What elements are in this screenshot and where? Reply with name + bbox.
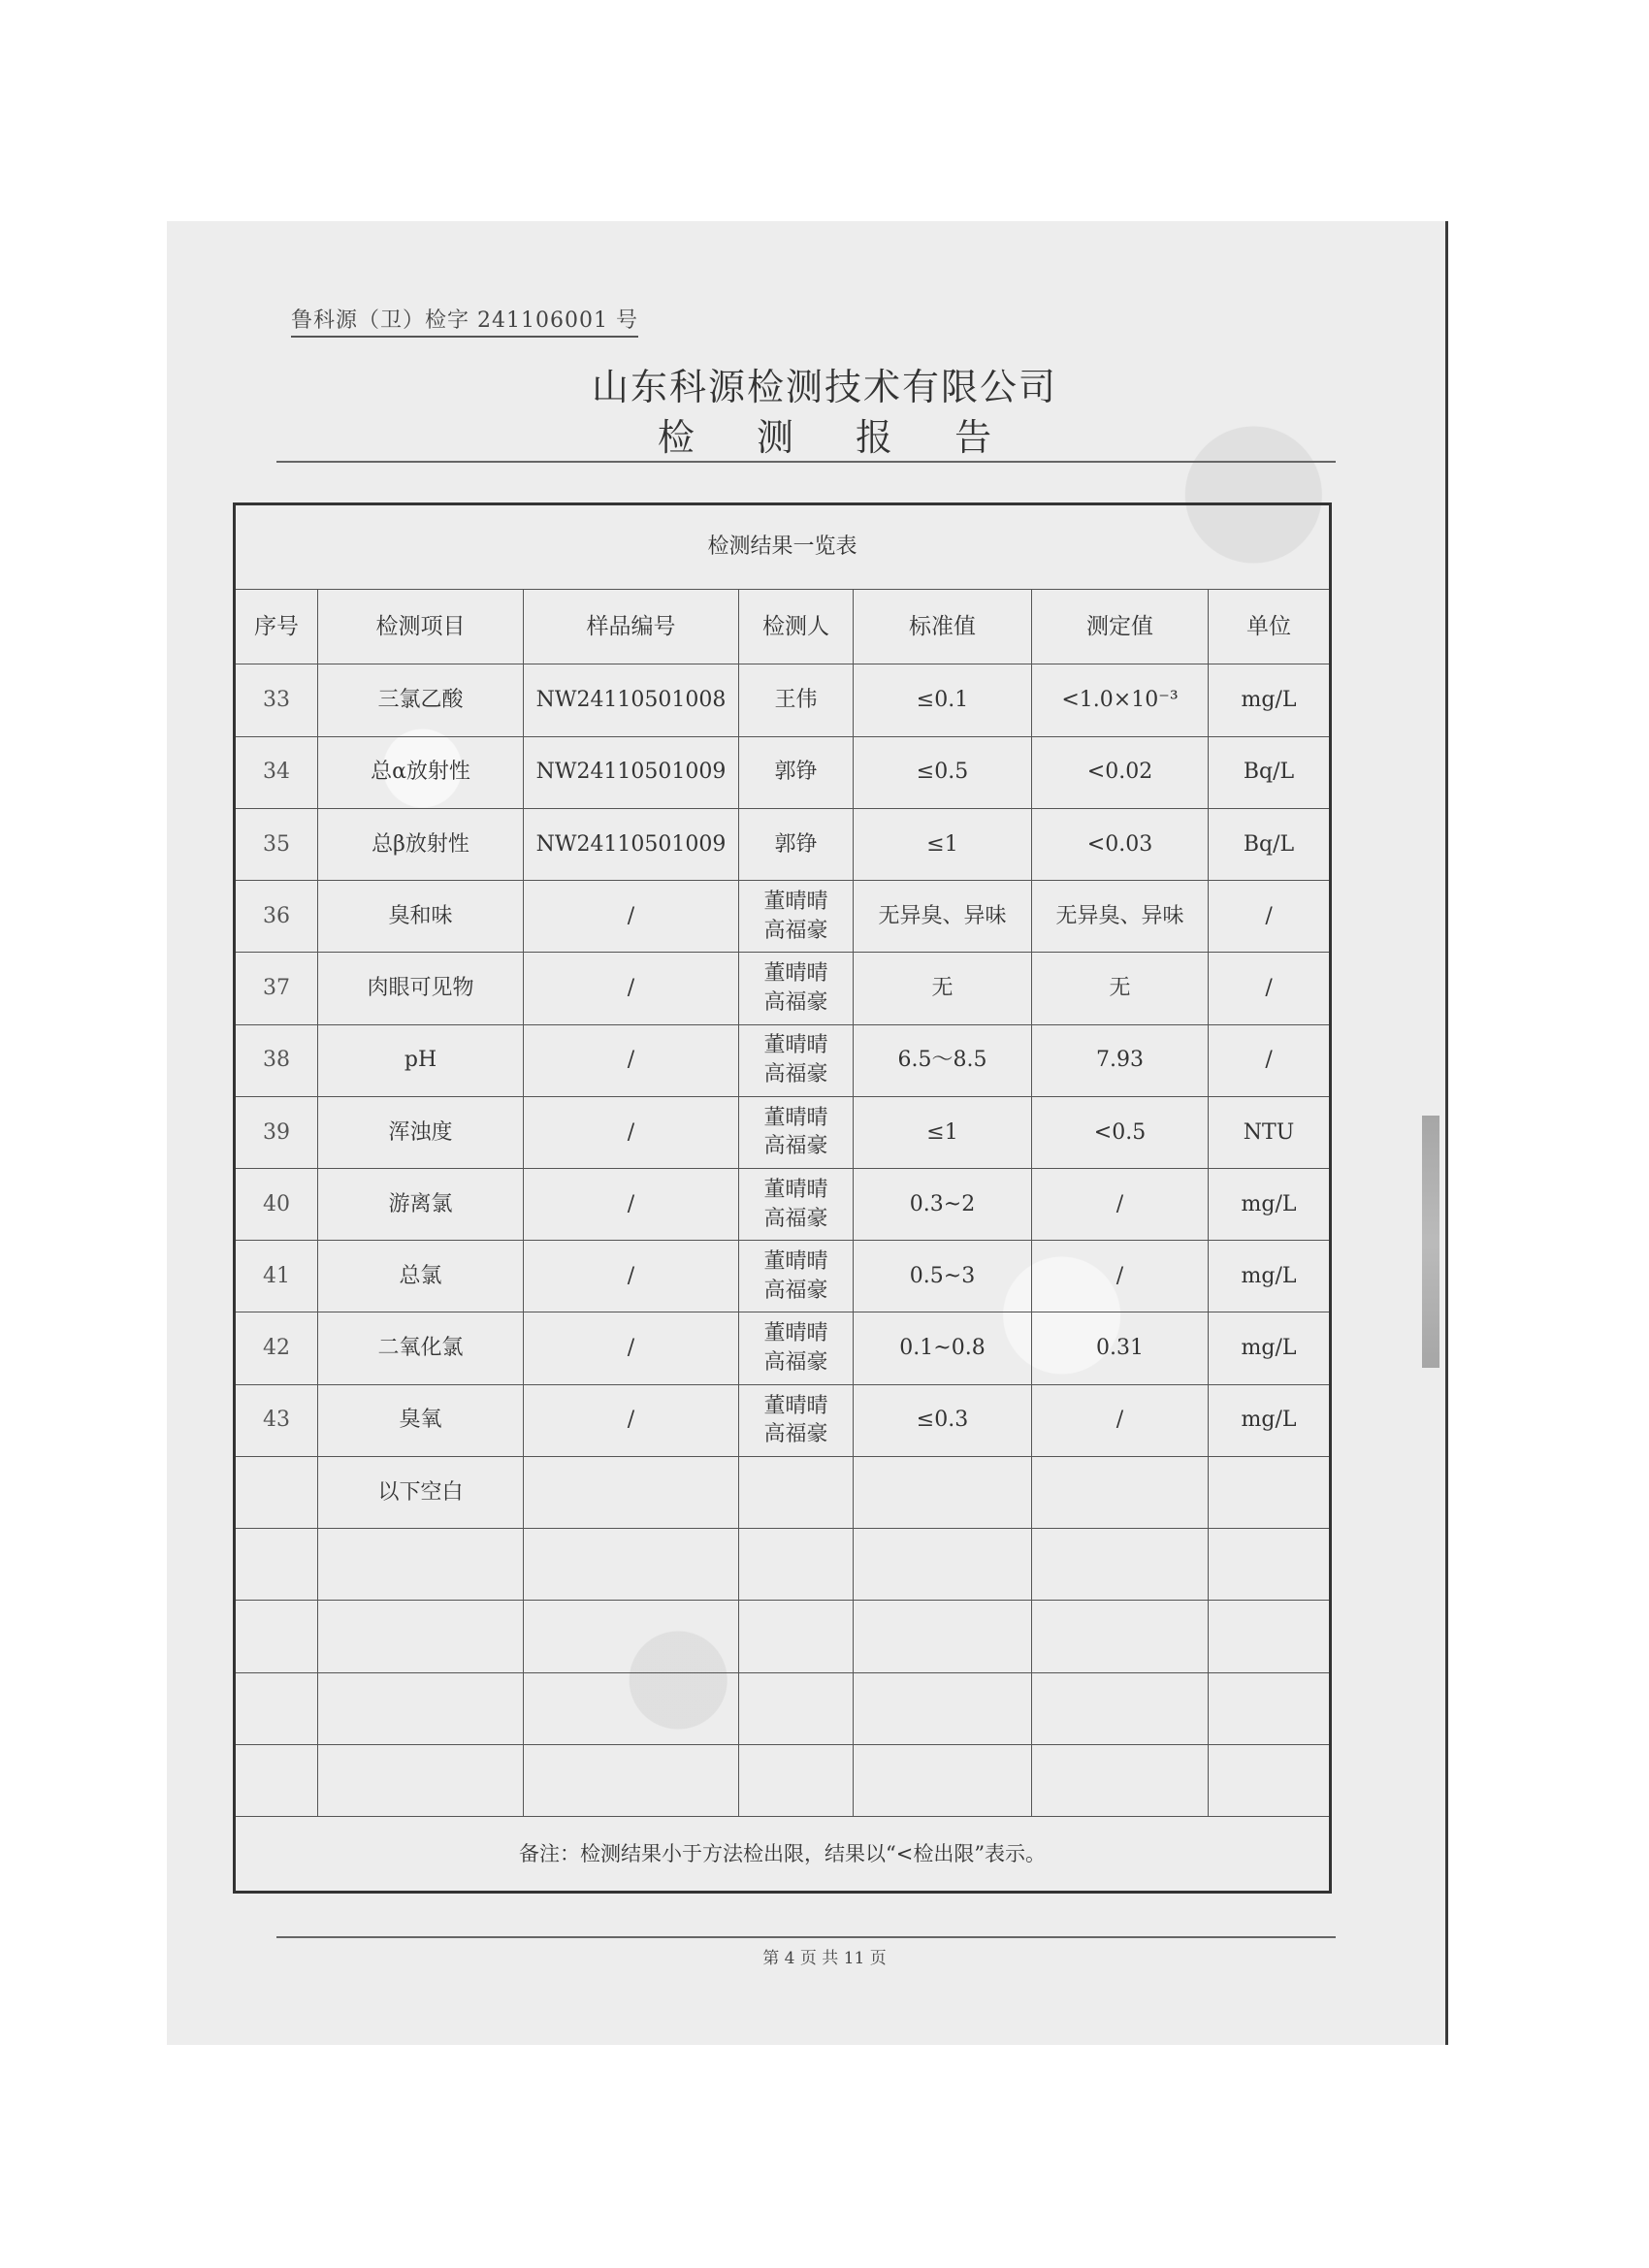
test-item-cell: 总α放射性	[318, 736, 524, 808]
unit-cell: mg/L	[1209, 1169, 1331, 1241]
standard-value-cell	[854, 1744, 1032, 1816]
row-index-cell: 33	[235, 664, 318, 736]
report-title: 检 测 报 告	[657, 416, 1018, 459]
measured-value-cell: 无异臭、异味	[1032, 881, 1209, 953]
table-row	[235, 1312, 1331, 1384]
standard-value-cell	[854, 1601, 1032, 1672]
table-row	[235, 1169, 1331, 1241]
tester-cell: 董晴晴 高福豪	[739, 953, 854, 1024]
row-index-cell	[235, 1529, 318, 1601]
standard-value-cell: ≤0.1	[854, 664, 1032, 736]
measured-value-cell	[1032, 1529, 1209, 1601]
sample-id-cell	[524, 1601, 739, 1672]
measured-value-cell	[1032, 1601, 1209, 1672]
unit-cell: mg/L	[1209, 1384, 1331, 1456]
test-item-cell: 二氧化氯	[318, 1312, 524, 1384]
tester-cell: 董晴晴 高福豪	[739, 1312, 854, 1384]
footer-rule	[276, 1936, 1336, 1938]
edge-stamp-mark	[1422, 1116, 1439, 1368]
tester-cell	[739, 1744, 854, 1816]
row-index-cell	[235, 1744, 318, 1816]
table-row	[235, 1241, 1331, 1312]
test-item-cell	[318, 1672, 524, 1744]
table-row	[235, 1529, 1331, 1601]
table-row	[235, 736, 1331, 808]
test-item-cell: 臭和味	[318, 881, 524, 953]
row-index-cell: 34	[235, 736, 318, 808]
standard-value-cell: 0.5~3	[854, 1241, 1032, 1312]
row-index-cell: 40	[235, 1169, 318, 1241]
tester-cell: 郭铮	[739, 736, 854, 808]
unit-cell	[1209, 1529, 1331, 1601]
test-item-cell: 以下空白	[318, 1456, 524, 1528]
row-index-cell: 43	[235, 1384, 318, 1456]
tester-cell	[739, 1529, 854, 1601]
table-row	[235, 1456, 1331, 1528]
sample-id-cell: NW24110501009	[524, 736, 739, 808]
tester-cell: 董晴晴 高福豪	[739, 1024, 854, 1096]
unit-cell: mg/L	[1209, 1241, 1331, 1312]
test-item-cell: 臭氧	[318, 1384, 524, 1456]
standard-value-cell	[854, 1456, 1032, 1528]
table-row	[235, 808, 1331, 880]
unit-cell	[1209, 1744, 1331, 1816]
table-row	[235, 881, 1331, 953]
measured-value-cell: /	[1032, 1384, 1209, 1456]
sample-id-cell: /	[524, 1096, 739, 1168]
unit-cell: mg/L	[1209, 1312, 1331, 1384]
column-header: 序号	[235, 590, 318, 664]
column-header: 检测人	[739, 590, 854, 664]
measured-value-cell	[1032, 1672, 1209, 1744]
table-caption-row	[235, 504, 1331, 590]
sample-id-cell: /	[524, 1024, 739, 1096]
row-index-cell: 36	[235, 881, 318, 953]
row-index-cell	[235, 1672, 318, 1744]
standard-value-cell: ≤0.5	[854, 736, 1032, 808]
test-item-cell	[318, 1744, 524, 1816]
sample-id-cell: /	[524, 953, 739, 1024]
unit-cell: mg/L	[1209, 664, 1331, 736]
table-row	[235, 953, 1331, 1024]
column-header: 样品编号	[524, 590, 739, 664]
tester-cell: 郭铮	[739, 808, 854, 880]
standard-value-cell: 无异臭、异味	[854, 881, 1032, 953]
row-index-cell: 42	[235, 1312, 318, 1384]
test-item-cell	[318, 1601, 524, 1672]
row-index-cell	[235, 1601, 318, 1672]
table-note: 备注：检测结果小于方法检出限，结果以“<检出限”表示。	[235, 1817, 1331, 1893]
test-item-cell	[318, 1529, 524, 1601]
measured-value-cell: 无	[1032, 953, 1209, 1024]
test-item-cell: 三氯乙酸	[318, 664, 524, 736]
table-row	[235, 1744, 1331, 1816]
unit-cell	[1209, 1601, 1331, 1672]
column-header: 单位	[1209, 590, 1331, 664]
tester-cell: 董晴晴 高福豪	[739, 1096, 854, 1168]
tester-cell	[739, 1672, 854, 1744]
measured-value-cell: <1.0×10⁻³	[1032, 664, 1209, 736]
table-row	[235, 1672, 1331, 1744]
row-index-cell: 37	[235, 953, 318, 1024]
unit-cell: /	[1209, 881, 1331, 953]
measured-value-cell: <0.02	[1032, 736, 1209, 808]
standard-value-cell: ≤1	[854, 808, 1032, 880]
row-index-cell: 38	[235, 1024, 318, 1096]
measured-value-cell	[1032, 1744, 1209, 1816]
test-item-cell: 总氯	[318, 1241, 524, 1312]
sample-id-cell: NW24110501008	[524, 664, 739, 736]
test-item-cell: 浑浊度	[318, 1096, 524, 1168]
tester-cell: 董晴晴 高福豪	[739, 1241, 854, 1312]
tester-cell	[739, 1456, 854, 1528]
unit-cell: Bq/L	[1209, 808, 1331, 880]
table-header-row	[235, 590, 1331, 664]
results-table	[233, 502, 1332, 1894]
sample-id-cell: /	[524, 881, 739, 953]
tester-cell: 王伟	[739, 664, 854, 736]
unit-cell: /	[1209, 1024, 1331, 1096]
table-row	[235, 664, 1331, 736]
test-item-cell: 游离氯	[318, 1169, 524, 1241]
measured-value-cell: /	[1032, 1169, 1209, 1241]
test-item-cell: 总β放射性	[318, 808, 524, 880]
table-caption: 检测结果一览表	[235, 504, 1331, 590]
standard-value-cell: ≤1	[854, 1096, 1032, 1168]
standard-value-cell	[854, 1529, 1032, 1601]
measured-value-cell: 0.31	[1032, 1312, 1209, 1384]
header-rule	[276, 461, 1336, 463]
row-index-cell	[235, 1456, 318, 1528]
measured-value-cell: <0.03	[1032, 808, 1209, 880]
row-index-cell: 39	[235, 1096, 318, 1168]
sample-id-cell	[524, 1744, 739, 1816]
measured-value-cell	[1032, 1456, 1209, 1528]
unit-cell: NTU	[1209, 1096, 1331, 1168]
sample-id-cell: /	[524, 1169, 739, 1241]
sample-id-cell: NW24110501009	[524, 808, 739, 880]
row-index-cell: 35	[235, 808, 318, 880]
sample-id-cell: /	[524, 1241, 739, 1312]
standard-value-cell: 6.5～8.5	[854, 1024, 1032, 1096]
tester-cell: 董晴晴 高福豪	[739, 1384, 854, 1456]
unit-cell	[1209, 1672, 1331, 1744]
standard-value-cell	[854, 1672, 1032, 1744]
table-row	[235, 1024, 1331, 1096]
test-item-cell: pH	[318, 1024, 524, 1096]
table-row	[235, 1096, 1331, 1168]
company-name: 山东科源检测技术有限公司	[591, 366, 1057, 408]
unit-cell: Bq/L	[1209, 736, 1331, 808]
standard-value-cell: ≤0.3	[854, 1384, 1032, 1456]
unit-cell	[1209, 1456, 1331, 1528]
tester-cell: 董晴晴 高福豪	[739, 881, 854, 953]
page-number: 第 4 页 共 11 页	[762, 1949, 887, 1968]
sample-id-cell	[524, 1529, 739, 1601]
unit-cell: /	[1209, 953, 1331, 1024]
table-row	[235, 1384, 1331, 1456]
sample-id-cell	[524, 1456, 739, 1528]
column-header: 测定值	[1032, 590, 1209, 664]
table-row	[235, 1601, 1331, 1672]
standard-value-cell: 无	[854, 953, 1032, 1024]
row-index-cell: 41	[235, 1241, 318, 1312]
standard-value-cell: 0.1~0.8	[854, 1312, 1032, 1384]
sample-id-cell	[524, 1672, 739, 1744]
test-item-cell: 肉眼可见物	[318, 953, 524, 1024]
report-reference-number: 鲁科源（卫）检字 241106001 号	[291, 304, 638, 338]
tester-cell: 董晴晴 高福豪	[739, 1169, 854, 1241]
column-header: 标准值	[854, 590, 1032, 664]
sample-id-cell: /	[524, 1312, 739, 1384]
sample-id-cell: /	[524, 1384, 739, 1456]
standard-value-cell: 0.3~2	[854, 1169, 1032, 1241]
tester-cell	[739, 1601, 854, 1672]
measured-value-cell: <0.5	[1032, 1096, 1209, 1168]
measured-value-cell: /	[1032, 1241, 1209, 1312]
measured-value-cell: 7.93	[1032, 1024, 1209, 1096]
column-header: 检测项目	[318, 590, 524, 664]
note-row	[235, 1817, 1331, 1893]
